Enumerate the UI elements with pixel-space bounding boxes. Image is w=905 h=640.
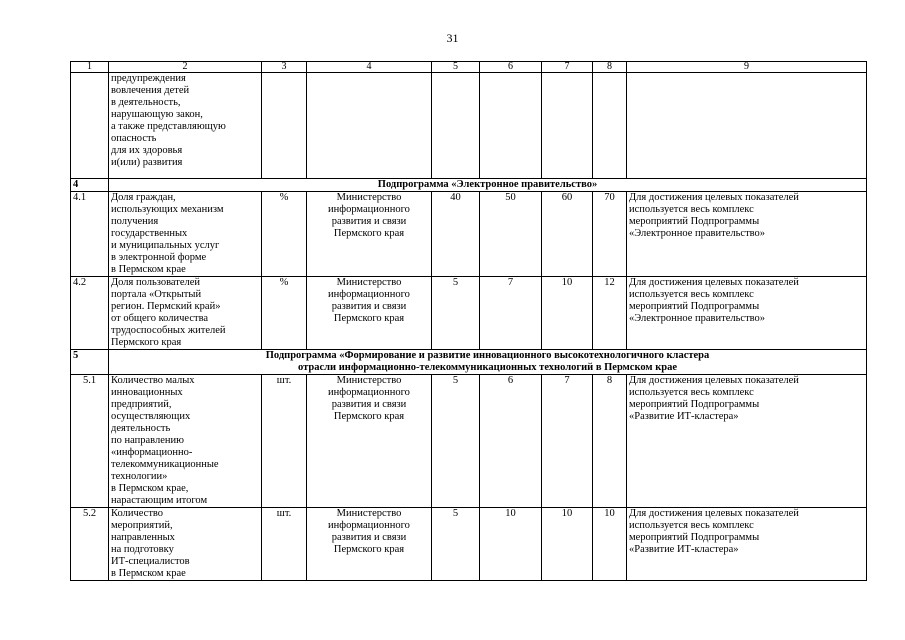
table-row [71,508,867,581]
ministry: Министерство информационного развития и связи Пермского края [307,508,432,581]
table-row [71,375,867,508]
item-number [71,73,109,179]
item-number: 5.1 [71,375,109,508]
value-cell: 5 [432,277,480,350]
value-cell: 10 [542,277,593,350]
indicator-name: предупреждения вовлечения детей в деятельность, нарушающую закон, а также представляющую опасность для их здоровья и(или) развития [109,73,262,179]
unit: шт. [262,508,307,581]
indicator-name: Доля граждан, использующих механизм получения государственных и муниципальных услуг в электронной форме в Пермском крае [109,192,262,277]
ministry: Министерство информационного развития и связи Пермского края [307,192,432,277]
value-cell: 10 [593,508,627,581]
value-cell: 40 [432,192,480,277]
value-cell [480,73,542,179]
ministry: Министерство информационного развития и связи Пермского края [307,277,432,350]
value-cell: 70 [593,192,627,277]
column-number: 2 [109,62,262,73]
item-number: 4.2 [71,277,109,350]
value-cell: 10 [480,508,542,581]
column-number: 6 [480,62,542,73]
item-number: 4.1 [71,192,109,277]
section-number: 5 [71,350,109,375]
unit: % [262,192,307,277]
section-title: Подпрограмма «Электронное правительство» [109,179,867,192]
section-number: 4 [71,179,109,192]
indicator-name: Доля пользователей портала «Открытый регион. Пермский край» от общего количества трудоспособных жителей Пермского края [109,277,262,350]
indicators-table [70,61,867,581]
value-cell [593,73,627,179]
indicator-name: Количество мероприятий, направленных на подготовку ИТ-специалистов в Пермском крае [109,508,262,581]
unit: шт. [262,375,307,508]
column-number: 8 [593,62,627,73]
unit: % [262,277,307,350]
indicator-name: Количество малых инновационных предприятий, осуществляющих деятельность по направлению «информационно- телекоммуникационные технологии» в Пермском крае, нарастающим итогом [109,375,262,508]
column-number-row [71,62,867,73]
value-cell: 8 [593,375,627,508]
value-cell: 6 [480,375,542,508]
ministry [307,73,432,179]
section-title: Подпрограмма «Формирование и развитие инновационного высокотехнологичного кластера отрасли информационно-телекоммуникационных технологий в Пермском крае [109,350,867,375]
page-number: 31 [446,31,459,45]
value-cell: 7 [542,375,593,508]
note: Для достижения целевых показателей используется весь комплекс мероприятий Подпрограммы «Электронное правительство» [627,192,867,277]
section-row [71,179,867,192]
column-number: 3 [262,62,307,73]
value-cell [542,73,593,179]
column-number: 4 [307,62,432,73]
value-cell: 12 [593,277,627,350]
item-number: 5.2 [71,508,109,581]
column-number: 7 [542,62,593,73]
unit [262,73,307,179]
value-cell: 5 [432,508,480,581]
value-cell: 50 [480,192,542,277]
value-cell: 5 [432,375,480,508]
value-cell: 10 [542,508,593,581]
value-cell: 7 [480,277,542,350]
note: Для достижения целевых показателей используется весь комплекс мероприятий Подпрограммы «Развитие ИТ-кластера» [627,375,867,508]
value-cell: 60 [542,192,593,277]
column-number: 9 [627,62,867,73]
table-row [71,277,867,350]
section-row [71,350,867,375]
table-row [71,73,867,179]
note: Для достижения целевых показателей используется весь комплекс мероприятий Подпрограммы «Развитие ИТ-кластера» [627,508,867,581]
column-number: 1 [71,62,109,73]
ministry: Министерство информационного развития и связи Пермского края [307,375,432,508]
note [627,73,867,179]
value-cell [432,73,480,179]
table-row [71,192,867,277]
column-number: 5 [432,62,480,73]
note: Для достижения целевых показателей используется весь комплекс мероприятий Подпрограммы «Электронное правительство» [627,277,867,350]
